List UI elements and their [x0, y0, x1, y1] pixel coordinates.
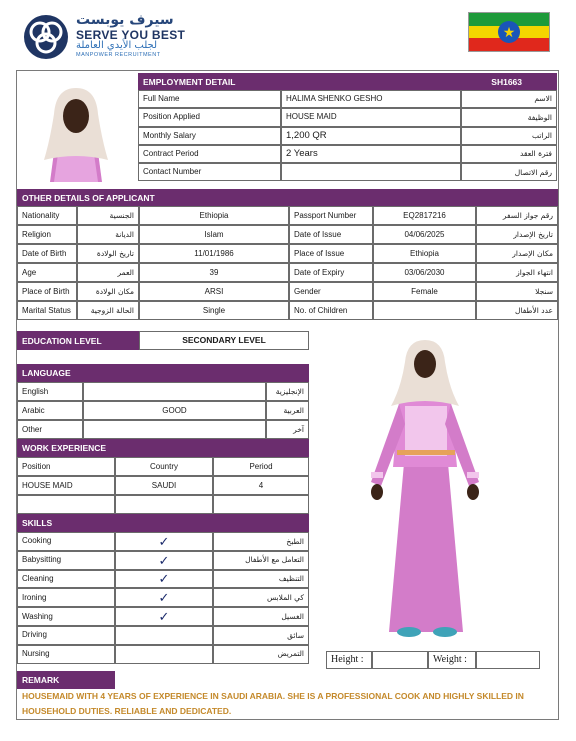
- detail-value: Ethiopia: [139, 206, 289, 225]
- detail-label: Passport Number: [289, 206, 373, 225]
- detail-arabic-label: الديانة: [77, 225, 139, 244]
- logo-english-text: SERVE YOU BEST: [76, 28, 186, 42]
- detail-value: EQ2817216: [373, 206, 476, 225]
- detail-arabic-label: الجنسية: [77, 206, 139, 225]
- language-header: LANGUAGE: [17, 364, 309, 382]
- detail-arabic-label: مكان الولادة: [77, 282, 139, 301]
- other-details-header: [17, 189, 558, 206]
- detail-label: Age: [17, 263, 77, 282]
- logo-arabic-text: سيرف يوبست: [76, 12, 174, 28]
- work-cell: 4: [213, 476, 309, 495]
- skill-name: Cleaning: [17, 570, 115, 589]
- employment-field-arabic: فترة العقد: [461, 145, 557, 163]
- employment-field-value: [281, 163, 461, 181]
- language-arabic: الإنجليزية: [266, 382, 309, 401]
- employment-field-label: Contact Number: [138, 163, 281, 181]
- detail-label: No. of Children: [289, 301, 373, 320]
- remark-text: HOUSEMAID WITH 4 YEARS OF EXPERIENCE IN SAUDI ARABIA. SHE IS A PROFESSIONAL COOK AND HIGHLY SKILLED IN HOUSEHOLD DUTIES. RELIABLE AND DEDICATED.: [22, 691, 524, 716]
- detail-label: Date of Expiry: [289, 263, 373, 282]
- skill-check-cell: [115, 532, 213, 551]
- skill-arabic: التعامل مع الأطفال: [213, 551, 309, 570]
- detail-arabic-label: رقم جواز السفر: [476, 206, 558, 225]
- language-level: GOOD: [83, 401, 266, 420]
- skill-check-cell: [115, 645, 213, 664]
- skill-name: Washing: [17, 607, 115, 626]
- applicant-photo-full: [345, 332, 505, 644]
- employment-field-arabic: رقم الاتصال: [461, 163, 557, 181]
- employment-field-value: 2 Years: [281, 145, 461, 163]
- employment-field-label: Position Applied: [138, 108, 281, 126]
- detail-arabic-label: العمر: [77, 263, 139, 282]
- language-name: English: [17, 382, 83, 401]
- weight-value: [476, 651, 540, 669]
- skill-arabic: التنظيف: [213, 570, 309, 589]
- detail-label: Date of Birth: [17, 244, 77, 263]
- skill-check-cell: [115, 551, 213, 570]
- work-column-header: Country: [115, 457, 213, 476]
- skill-check-cell: [115, 570, 213, 589]
- employment-field-value: HALIMA SHENKO GESHO: [281, 90, 461, 108]
- detail-value: Female: [373, 282, 476, 301]
- employment-detail-title: EMPLOYMENT DETAIL: [143, 76, 236, 87]
- detail-value: 04/06/2025: [373, 225, 476, 244]
- education-level-label: EDUCATION LEVEL: [17, 331, 139, 350]
- language-arabic: آخر: [266, 420, 309, 439]
- language-level: [83, 420, 266, 439]
- language-name: Arabic: [17, 401, 83, 420]
- employment-field-arabic: الراتب: [461, 127, 557, 145]
- logo-arabic-subtext: لجلب الأيدي العاملة: [76, 40, 158, 51]
- detail-label: Date of Issue: [289, 225, 373, 244]
- work-cell: [17, 495, 115, 514]
- skill-arabic: الطبخ: [213, 532, 309, 551]
- detail-arabic-label: مكان الإصدار: [476, 244, 558, 263]
- height-label: Height :: [326, 651, 372, 669]
- detail-arabic-label: تاريخ الإصدار: [476, 225, 558, 244]
- height-value: [372, 651, 428, 669]
- skills-header: SKILLS: [17, 514, 309, 532]
- work-column-header: Period: [213, 457, 309, 476]
- skill-arabic: سائق: [213, 626, 309, 645]
- checkmark-icon: ✓: [158, 533, 170, 549]
- employment-field-value: HOUSE MAID: [281, 108, 461, 126]
- detail-arabic-label: تاريخ الولادة: [77, 244, 139, 263]
- detail-value: Ethiopia: [373, 244, 476, 263]
- skill-name: Nursing: [17, 645, 115, 664]
- work-cell: [213, 495, 309, 514]
- company-logo-icon: [22, 13, 70, 61]
- language-level: [83, 382, 266, 401]
- weight-label: Weight :: [428, 651, 476, 669]
- education-level-value: SECONDARY LEVEL: [139, 331, 309, 350]
- skill-arabic: كي الملابس: [213, 588, 309, 607]
- detail-value: [373, 301, 476, 320]
- employment-field-arabic: الاسم: [461, 90, 557, 108]
- work-cell: HOUSE MAID: [17, 476, 115, 495]
- employment-field-arabic: الوظيفة: [461, 108, 557, 126]
- detail-label: Nationality: [17, 206, 77, 225]
- checkmark-icon: ✓: [158, 609, 170, 625]
- skill-name: Cooking: [17, 532, 115, 551]
- detail-value: ARSI: [139, 282, 289, 301]
- work-experience-header: WORK EXPERIENCE: [17, 439, 309, 457]
- employment-field-label: Contract Period: [138, 145, 281, 163]
- detail-arabic-label: انتهاء الجواز: [476, 263, 558, 282]
- language-arabic: العربية: [266, 401, 309, 420]
- applicant-portrait-small: [20, 74, 132, 182]
- skill-name: Babysitting: [17, 551, 115, 570]
- detail-label: Place of Birth: [17, 282, 77, 301]
- employment-field-value: 1,200 QR: [281, 127, 461, 145]
- work-cell: SAUDI: [115, 476, 213, 495]
- detail-label: Marital Status: [17, 301, 77, 320]
- skill-arabic: التمريض: [213, 645, 309, 664]
- checkmark-icon: ✓: [158, 590, 170, 606]
- checkmark-icon: ✓: [158, 552, 170, 568]
- employment-detail-header: [138, 73, 557, 90]
- employment-field-label: Full Name: [138, 90, 281, 108]
- detail-value: 03/06/2030: [373, 263, 476, 282]
- detail-label: Religion: [17, 225, 77, 244]
- detail-label: Gender: [289, 282, 373, 301]
- work-column-header: Position: [17, 457, 115, 476]
- employment-field-label: Monthly Salary: [138, 127, 281, 145]
- skill-name: Ironing: [17, 588, 115, 607]
- other-details-title: OTHER DETAILS OF APPLICANT: [22, 192, 155, 203]
- work-cell: [115, 495, 213, 514]
- detail-value: Single: [139, 301, 289, 320]
- detail-arabic-label: عدد الأطفال: [476, 301, 558, 320]
- detail-label: Place of Issue: [289, 244, 373, 263]
- skill-arabic: الغسيل: [213, 607, 309, 626]
- logo-tagline: MANPOWER RECRUITMENT: [76, 52, 161, 58]
- reference-code: SH1663: [491, 76, 522, 87]
- remark-header: REMARK: [17, 671, 115, 689]
- checkmark-icon: ✓: [158, 571, 170, 587]
- language-name: Other: [17, 420, 83, 439]
- detail-value: Islam: [139, 225, 289, 244]
- detail-value: 11/01/1986: [139, 244, 289, 263]
- detail-arabic-label: سنجلا: [476, 282, 558, 301]
- skill-name: Driving: [17, 626, 115, 645]
- detail-value: 39: [139, 263, 289, 282]
- detail-arabic-label: الحالة الزوجية: [77, 301, 139, 320]
- skill-check-cell: [115, 588, 213, 607]
- ethiopia-flag-icon: ★: [468, 12, 550, 52]
- skill-check-cell: [115, 626, 213, 645]
- skill-check-cell: [115, 607, 213, 626]
